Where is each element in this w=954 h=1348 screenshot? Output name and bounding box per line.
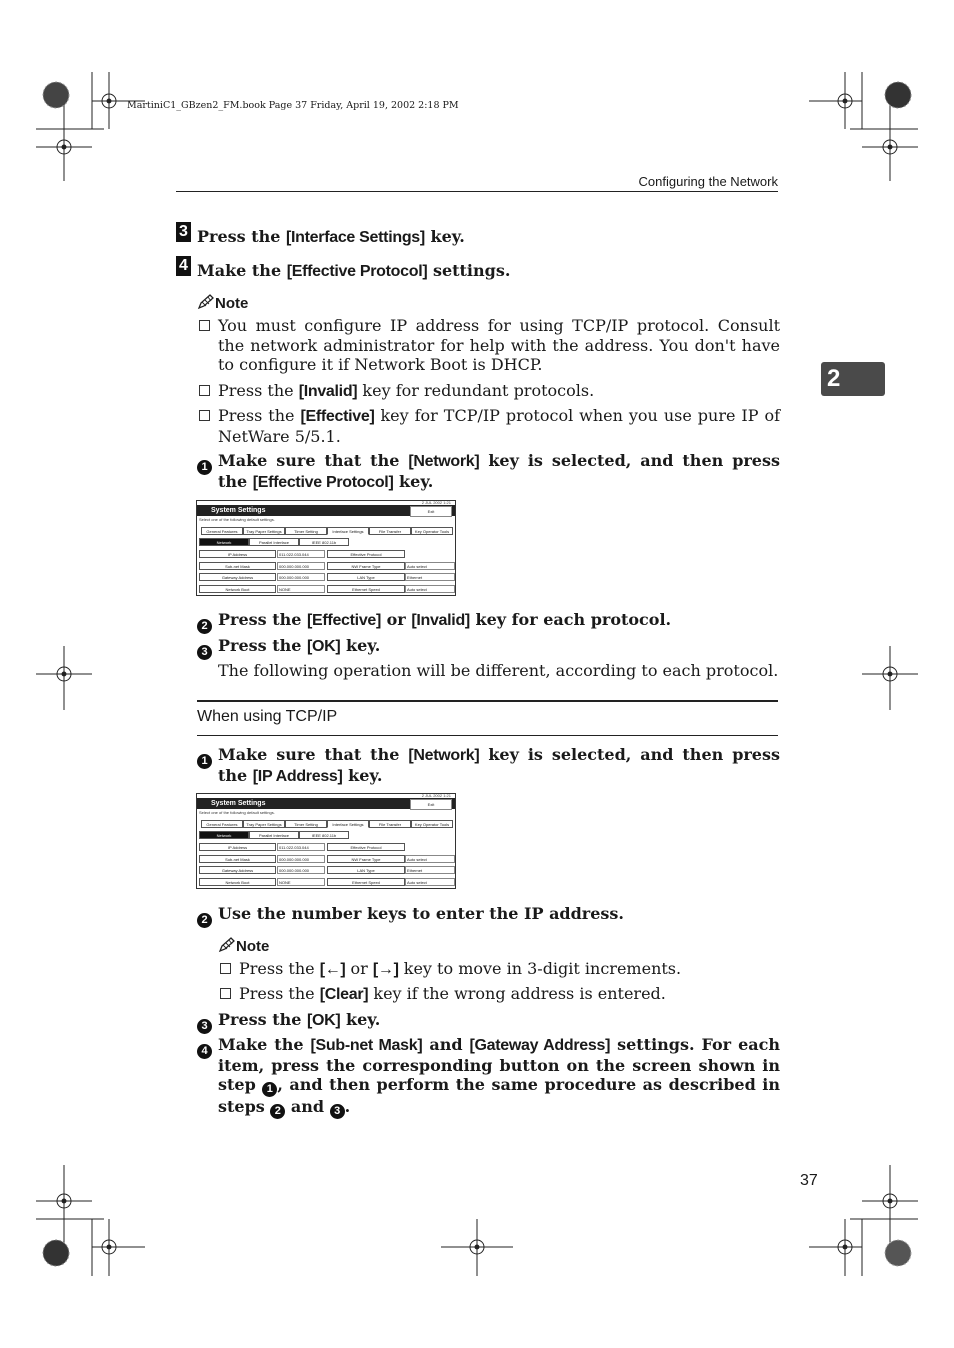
screen-date: 2 JUL 2002 1:21 bbox=[421, 500, 451, 505]
effective-protocol-button: Effective Protocol bbox=[327, 843, 405, 851]
tab-file-transfer: File Transfer bbox=[369, 527, 411, 535]
subtab-network: Network bbox=[199, 538, 249, 546]
page-number: 37 bbox=[800, 1172, 818, 1189]
pencil-icon bbox=[197, 294, 215, 310]
network-key: [Network] bbox=[408, 747, 480, 764]
tab-timer: Timer Setting bbox=[285, 527, 327, 535]
exit-button: Exit bbox=[410, 799, 452, 810]
nw-frame-type-value: Auto select bbox=[405, 562, 455, 570]
checkbox-bullet bbox=[220, 963, 231, 974]
substep-number: 2 bbox=[197, 906, 212, 928]
pencil-icon bbox=[218, 937, 236, 953]
invalid-key: [Invalid] bbox=[298, 383, 358, 400]
network-boot-button: Network Boot bbox=[199, 878, 276, 886]
gateway-address-key: [Gateway Address] bbox=[469, 1037, 611, 1054]
effective-protocol-key: [Effective Protocol] bbox=[252, 473, 394, 491]
checkbox-bullet bbox=[220, 988, 231, 999]
ethernet-speed-value: Auto select bbox=[405, 585, 455, 593]
exit-button: Exit bbox=[410, 506, 452, 517]
subnet-mask-button: Sub-net Mask bbox=[199, 855, 276, 863]
screen-title: System Settings bbox=[211, 800, 266, 807]
gateway-address-button: Gateway Address bbox=[199, 866, 276, 874]
step-ref: 2 bbox=[270, 1104, 285, 1119]
effective-key: [Effective] bbox=[307, 612, 382, 629]
section-rule-bottom bbox=[197, 735, 778, 736]
tab-timer: Timer Setting bbox=[285, 820, 327, 828]
left-arrow-key: [←] bbox=[319, 961, 346, 978]
ip-address-value: 011.022.033.044 bbox=[277, 550, 325, 558]
ip-address-button: IP Address bbox=[199, 843, 276, 851]
substep-number: 1 bbox=[197, 453, 212, 475]
subtab-parallel: Parallel Interface bbox=[249, 538, 299, 546]
subnet-mask-button: Sub-net Mask bbox=[199, 562, 276, 570]
subnet-mask-value: 000.000.000.000 bbox=[277, 562, 325, 570]
substep-number: 4 bbox=[197, 1037, 212, 1059]
lan-type-button: LAN Type bbox=[327, 866, 405, 874]
network-boot-value: NONE bbox=[277, 878, 325, 886]
lan-type-value: Ethernet bbox=[405, 573, 455, 581]
substep-number: 1 bbox=[197, 747, 212, 769]
screen-title: System Settings bbox=[211, 507, 266, 514]
subnet-mask-value: 000.000.000.000 bbox=[277, 855, 325, 863]
tab-tray-paper: Tray Paper Settings bbox=[243, 527, 285, 535]
lan-type-button: LAN Type bbox=[327, 573, 405, 581]
tcpip-substep-2-text: Use the number keys to enter the IP address. bbox=[218, 904, 624, 923]
ethernet-speed-value: Auto select bbox=[405, 878, 455, 886]
tab-key-operator: Key Operator Tools bbox=[411, 820, 453, 828]
substep-number: 3 bbox=[197, 638, 212, 660]
section-title: When using TCP/IP bbox=[197, 708, 338, 725]
tab-interface: Interface Settings bbox=[327, 820, 369, 828]
step-ref: 3 bbox=[330, 1104, 345, 1119]
lan-type-value: Ethernet bbox=[405, 866, 455, 874]
print-header: MartiniC1_GBzen2_FM.book Page 37 Friday, April 19, 2002 2:18 PM bbox=[127, 100, 459, 111]
tcpip-substep-3-text: Press the [OK] key. bbox=[218, 1010, 381, 1029]
substep-number: 2 bbox=[197, 612, 212, 634]
checkbox-bullet bbox=[199, 320, 210, 331]
tcpip-substep-1-text: Make sure that the [Network] key is selected, and then press the [IP Address] key. bbox=[218, 745, 781, 785]
step-number: 3 bbox=[176, 222, 191, 242]
note-item-3: Press the [Effective] key for TCP/IP protocol when you use pure IP of NetWare 5/5.1. bbox=[218, 406, 780, 446]
note-item-1: You must configure IP address for using TCP/IP protocol. Consult the network administrator for help with the address. You don't have to configure it if Network Boot is DHCP. bbox=[218, 316, 780, 374]
step-3-text: Press the [Interface Settings] key. bbox=[197, 227, 465, 246]
ip-address-button: IP Address bbox=[199, 550, 276, 558]
note-heading: Note bbox=[197, 293, 248, 312]
step-4-text: Make the [Effective Protocol] settings. bbox=[197, 261, 511, 280]
tab-tray-paper: Tray Paper Settings bbox=[243, 820, 285, 828]
gateway-address-value: 000.000.000.000 bbox=[277, 573, 325, 581]
substep-3-description: The following operation will be different, according to each protocol. bbox=[218, 661, 779, 680]
system-settings-screenshot bbox=[196, 500, 456, 596]
nw-frame-type-button: NW Frame Type bbox=[327, 855, 405, 863]
substep-number: 3 bbox=[197, 1012, 212, 1034]
substep-3-text: Press the [OK] key. bbox=[218, 636, 381, 655]
ok-key: [OK] bbox=[307, 1012, 341, 1029]
ip-address-value: 011.022.033.044 bbox=[277, 843, 325, 851]
running-header: Configuring the Network bbox=[638, 174, 778, 189]
tcpip-note-item-1: Press the [←] or [→] key to move in 3-digit increments. bbox=[239, 959, 682, 978]
effective-protocol-key: [Effective Protocol] bbox=[286, 263, 428, 280]
subtab-network: Network bbox=[199, 831, 249, 839]
ethernet-speed-button: Ethernet Speed bbox=[327, 585, 405, 593]
checkbox-bullet bbox=[199, 385, 210, 396]
step-ref: 1 bbox=[262, 1082, 277, 1097]
header-rule bbox=[176, 191, 778, 192]
network-boot-button: Network Boot bbox=[199, 585, 276, 593]
tcpip-substep-4-text: Make the [Sub-net Mask] and [Gateway Address] settings. For each item, press the corresponding button on the screen shown in step 1 , and then perform the same procedure as described in steps 2 and 3 . bbox=[218, 1035, 781, 1117]
gateway-address-button: Gateway Address bbox=[199, 573, 276, 581]
note-item-2: Press the [Invalid] key for redundant protocols. bbox=[218, 381, 595, 400]
effective-key: [Effective] bbox=[300, 408, 375, 425]
ethernet-speed-button: Ethernet Speed bbox=[327, 878, 405, 886]
substep-1-text: Make sure that the [Network] key is selected, and then press the [Effective Protocol] key. bbox=[218, 451, 781, 491]
screen-subtitle: Select one of the following default settings. bbox=[199, 810, 275, 815]
interface-settings-key: [Interface Settings] bbox=[286, 229, 425, 246]
step-number: 4 bbox=[176, 256, 191, 276]
tcpip-note-item-2: Press the [Clear] key if the wrong address is entered. bbox=[239, 984, 666, 1003]
screen-date: 2 JUL 2002 1:21 bbox=[421, 793, 451, 798]
tab-interface: Interface Settings bbox=[327, 527, 369, 535]
tab-general-features: General Features bbox=[201, 820, 243, 828]
subnet-mask-key: [Sub-net Mask] bbox=[310, 1037, 423, 1054]
substep-2-text: Press the [Effective] or [Invalid] key for each protocol. bbox=[218, 610, 672, 629]
ip-address-key: [IP Address] bbox=[252, 767, 343, 785]
right-arrow-key: [→] bbox=[372, 961, 399, 978]
network-boot-value: NONE bbox=[277, 585, 325, 593]
clear-key: [Clear] bbox=[319, 986, 369, 1003]
tab-key-operator: Key Operator Tools bbox=[411, 527, 453, 535]
subtab-ieee: IEEE 802.11b bbox=[299, 538, 349, 546]
checkbox-bullet bbox=[199, 410, 210, 421]
nw-frame-type-button: NW Frame Type bbox=[327, 562, 405, 570]
section-rule-top bbox=[197, 700, 778, 702]
ok-key: [OK] bbox=[307, 638, 341, 655]
network-key: [Network] bbox=[408, 453, 480, 470]
nw-frame-type-value: Auto select bbox=[405, 855, 455, 863]
screen-subtitle: Select one of the following default settings. bbox=[199, 517, 275, 522]
note-heading: Note bbox=[218, 936, 269, 955]
system-settings-screenshot bbox=[196, 793, 456, 889]
invalid-key: [Invalid] bbox=[411, 612, 470, 629]
tab-file-transfer: File Transfer bbox=[369, 820, 411, 828]
gateway-address-value: 000.000.000.000 bbox=[277, 866, 325, 874]
tab-general-features: General Features bbox=[201, 527, 243, 535]
subtab-parallel: Parallel Interface bbox=[249, 831, 299, 839]
subtab-ieee: IEEE 802.11b bbox=[299, 831, 349, 839]
effective-protocol-button: Effective Protocol bbox=[327, 550, 405, 558]
chapter-tab: 2 bbox=[821, 362, 885, 396]
